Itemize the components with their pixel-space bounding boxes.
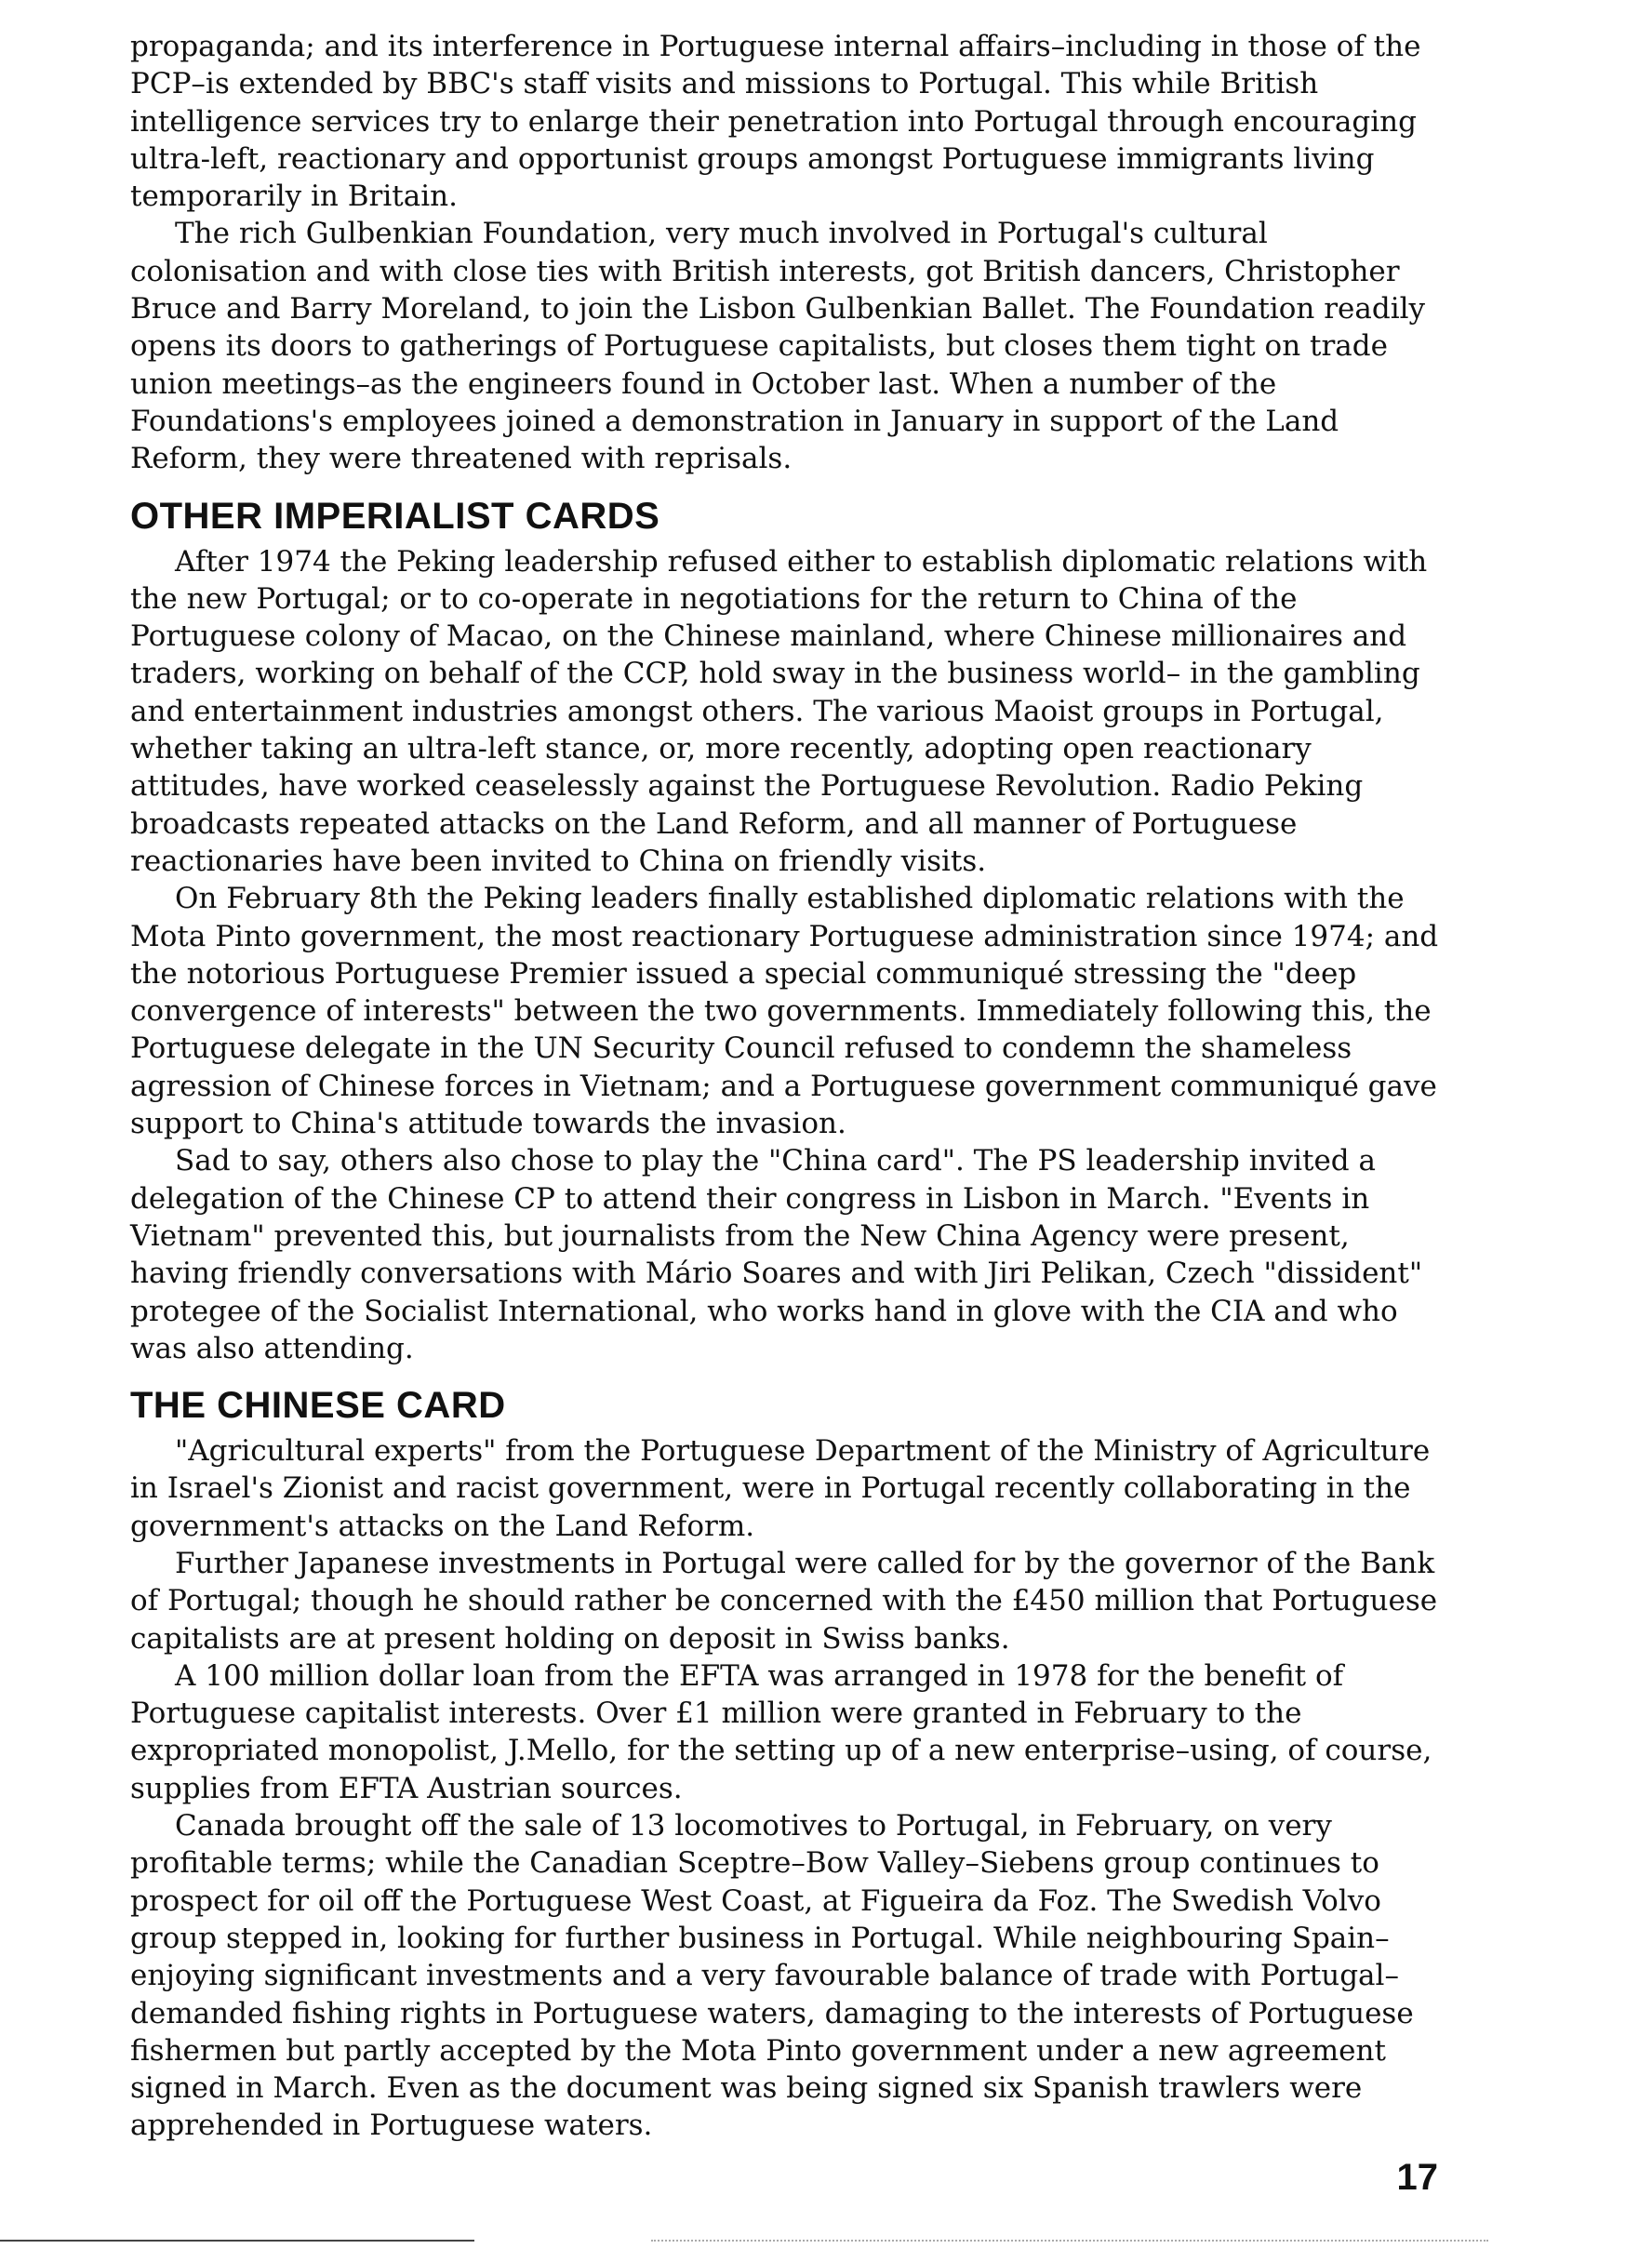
text-column [130,28,1451,2145]
paragraph-section2-1: "Agricultural experts" from the Portuguese Department of the Ministry of Agriculture in Israel's Zionist and racist government, were in Portugal recently collaborating in the government's attacks on the Land Reform. [130,1434,1431,1543]
section-heading-other-imperialist-cards: OTHER IMPERIALIST CARDS [130,495,660,537]
paragraph-section2-3: A 100 million dollar loan from the EFTA was arranged in 1978 for the benefit of Portuguese capitalist interests. Over £1 million were granted in February to the expropriated monopolist, J.Mello, for the setting up of a new enterprise–using, of course, supplies from EFTA Austrian sources. [130,1658,1432,1805]
bottom-dotted-divider [651,2240,1488,2242]
paragraph-section2-2: Further Japanese investments in Portugal were called for by the governor of the Bank of Portugal; though he should rather be concerned with the £450 million that Portuguese capitalists are at present holding on deposit in Swiss banks. [130,1546,1438,1656]
paragraph-section1-3: Sad to say, others also chose to play the "China card". The PS leadership invited a delegation of the Chinese CP to attend their congress in Lisbon in March. "Events in Vietnam" prevented this, but journalists from the New China Agency were present, having friendly conversations with Mário Soares and with Jiri Pelikan, Czech "dissident" protegee of the Socialist International, who works hand in glove with the CIA and who was also attending. [130,1144,1423,1365]
paragraph-intro-1: propaganda; and its interference in Portuguese internal affairs–including in those of the PCP–is extended by BBC's staff visits and missions to Portugal. This while British intelligence services try to enlarge their penetration into Portugal through encouraging ultra-left, reactionary and opportunist groups amongst Portuguese immigrants living temporarily in Britain. [130,30,1421,214]
paragraph-intro-2: The rich Gulbenkian Foundation, very much involved in Portugal's cultural colonisation and with close ties with British interests, got British dancers, Christopher Bruce and Barry Moreland, to join the Lisbon Gulbenkian Ballet. The Foundation readily opens its doors to gatherings of Portuguese capitalists, but closes them tight on trade union meetings–as the engineers found in October last. When a number of the Foundations's employees joined a demonstration in January in support of the Land Reform, they were threatened with reprisals. [130,217,1426,476]
paragraph-section1-1: After 1974 the Peking leadership refused either to establish diplomatic relations with the new Portugal; or to co-operate in negotiations for the return to China of the Portuguese colony of Macao, on the Chinese mainland, where Chinese millionaires and traders, working on behalf of the CCP, hold sway in the business world– in the gambling and entertainment industries amongst others. The various Maoist groups in Portugal, whether taking an ultra-left stance, or, more recently, adopting open reactionary attitudes, have worked ceaselessly against the Portuguese Revolution. Radio Peking broadcasts repeated attacks on the Land Reform, and all manner of Portuguese reactionaries have been invited to China on friendly visits. [130,544,1428,878]
page-number: 17 [1396,2157,1438,2198]
section-heading-chinese-card: THE CHINESE CARD [130,1385,506,1427]
paragraph-section1-2: On February 8th the Peking leaders finally established diplomatic relations with the Mota Pinto government, the most reactionary Portuguese administration since 1974; and the notorious Portuguese Premier issued a special communiqué stressing the "deep convergence of interests" between the two governments. Immediately following this, the Portuguese delegate in the UN Security Council refused to condemn the shameless agression of Chinese forces in Vietnam; and a Portuguese government communiqué gave support to China's attitude towards the invasion. [130,882,1439,1141]
bottom-rule-divider [0,2240,474,2242]
paragraph-section2-4: Canada brought off the sale of 13 locomotives to Portugal, in February, on very profitable terms; while the Canadian Sceptre–Bow Valley–Siebens group continues to prospect for oil off the Portuguese West Coast, at Figueira da Foz. The Swedish Volvo group stepped in, looking for further business in Portugal. While neighbouring Spain–enjoying significant investments and a very favourable balance of trade with Portugal–demanded fishing rights in Portuguese waters, damaging to the interests of Portuguese fishermen but partly accepted by the Mota Pinto government under a new agreement signed in March. Even as the document was being signed six Spanish trawlers were apprehended in Portuguese waters. [130,1809,1414,2143]
